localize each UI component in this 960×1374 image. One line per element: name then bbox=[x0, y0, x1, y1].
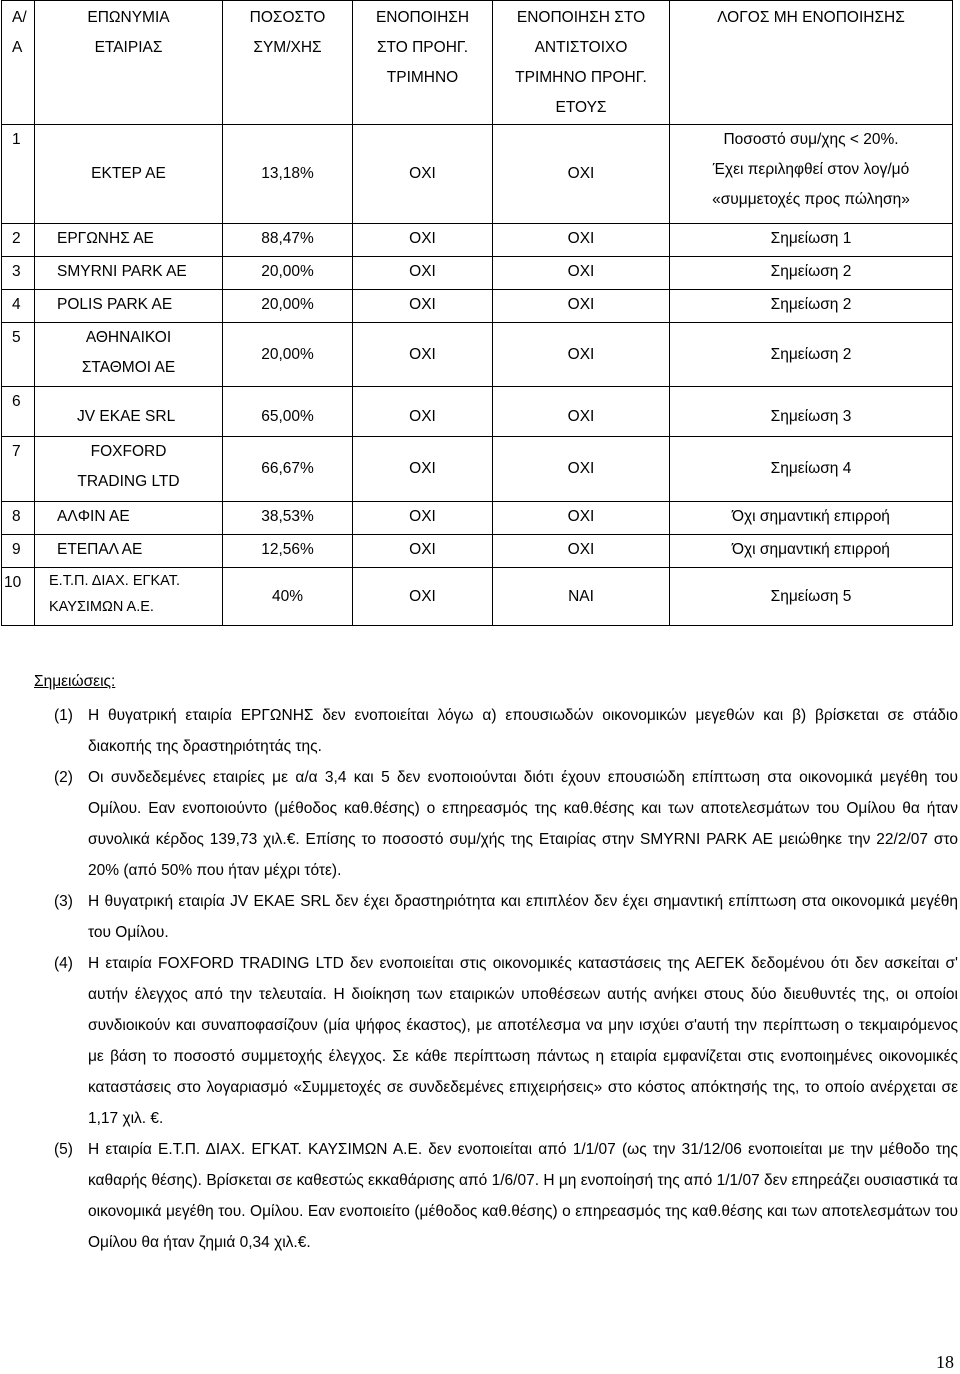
row-reason: Σημείωση 4 bbox=[670, 437, 953, 502]
row-pct: 12,56% bbox=[223, 535, 353, 568]
row-prev-quarter: ΟΧΙ bbox=[353, 224, 493, 257]
note-text: Η θυγατρική εταιρία JV EKAE SRL δεν έχει δραστηριότητα και επιπλέον δεν έχει σημαντική επίπτωση στα οικονομικά μεγέθη του Ομίλου. bbox=[88, 893, 958, 941]
table-row bbox=[2, 437, 953, 502]
header-pct: ΠΟΣΟΣΤΟ ΣΥΜ/ΧΗΣ bbox=[223, 1, 353, 125]
table-row bbox=[2, 568, 953, 626]
row-company: Ε.Τ.Π. ΔΙΑΧ. ΕΓΚΑΤ. ΚΑΥΣΙΜΩΝ Α.Ε. bbox=[35, 568, 223, 626]
row-prev-year: ΟΧΙ bbox=[493, 290, 670, 323]
row-num: 8 bbox=[2, 502, 35, 535]
note-number: (3) bbox=[54, 893, 73, 910]
row-pct: 38,53% bbox=[223, 502, 353, 535]
note-number: (2) bbox=[54, 769, 73, 786]
row-company: POLIS PARK AE bbox=[35, 290, 223, 323]
row-prev-quarter: ΟΧΙ bbox=[353, 502, 493, 535]
note-item bbox=[34, 700, 958, 762]
row-num: 3 bbox=[2, 257, 35, 290]
subsidiaries-table bbox=[1, 0, 953, 626]
note-text: Οι συνδεδεμένες εταιρίες με α/α 3,4 και 5 δεν ενοποιούνται διότι έχουν επουσιώδη επίπτωση στα οικονομικά μεγέθη του Ομίλου. Εαν ενοποιούντο (μέθοδος καθ.θέσης) ο επηρεασμός της καθ.θέσης και των αποτελεσμάτων του Ομίλου θα ήταν συνολικά κέρδος 139,73 χιλ.€. Επίσης το ποσοστό συμ/χής της Εταιρίας στην SMYRNI PARK AE μειώθηκε την 22/2/07 στο 20% (από 50% που ήταν μέχρι τότε). bbox=[88, 769, 958, 879]
row-prev-quarter: ΟΧΙ bbox=[353, 125, 493, 224]
row-company: SMYRNI PARK AE bbox=[35, 257, 223, 290]
row-prev-quarter: ΟΧΙ bbox=[353, 323, 493, 387]
row-pct: 20,00% bbox=[223, 257, 353, 290]
row-company: ΕΚΤΕΡ ΑΕ bbox=[35, 125, 223, 224]
row-company: ΑΛΦΙΝ ΑΕ bbox=[35, 502, 223, 535]
table-row bbox=[2, 125, 953, 224]
note-item bbox=[34, 762, 958, 886]
row-pct: 40% bbox=[223, 568, 353, 626]
row-prev-year: ΝΑΙ bbox=[493, 568, 670, 626]
header-prev-year: ΕΝΟΠΟΙΗΣΗ ΣΤΟ ΑΝΤΙΣΤΟΙΧΟ ΤΡΙΜΗΝΟ ΠΡΟΗΓ. ΕΤΟΥΣ bbox=[493, 1, 670, 125]
row-reason: Ποσοστό συμ/χης < 20%. Έχει περιληφθεί στον λογ/μό «συμμετοχές προς πώληση» bbox=[670, 125, 953, 224]
row-reason: Σημείωση 5 bbox=[670, 568, 953, 626]
row-prev-quarter: ΟΧΙ bbox=[353, 535, 493, 568]
note-item bbox=[34, 886, 958, 948]
row-prev-quarter: ΟΧΙ bbox=[353, 257, 493, 290]
row-prev-year: ΟΧΙ bbox=[493, 323, 670, 387]
row-reason: Σημείωση 2 bbox=[670, 323, 953, 387]
row-reason: Όχι σημαντική επιρροή bbox=[670, 502, 953, 535]
row-prev-year: ΟΧΙ bbox=[493, 437, 670, 502]
header-reason: ΛΟΓΟΣ ΜΗ ΕΝΟΠΟΙΗΣΗΣ bbox=[670, 1, 953, 125]
row-prev-year: ΟΧΙ bbox=[493, 224, 670, 257]
row-num: 10 bbox=[2, 568, 35, 626]
row-prev-year: ΟΧΙ bbox=[493, 257, 670, 290]
row-prev-year: ΟΧΙ bbox=[493, 502, 670, 535]
table-row bbox=[2, 387, 953, 437]
row-pct: 20,00% bbox=[223, 290, 353, 323]
note-item bbox=[34, 1134, 958, 1258]
row-prev-year: ΟΧΙ bbox=[493, 535, 670, 568]
notes-title: Σημειώσεις: bbox=[34, 673, 116, 690]
note-number: (5) bbox=[54, 1141, 73, 1158]
row-num: 1 bbox=[2, 125, 35, 224]
header-num: Α/ Α bbox=[2, 1, 35, 125]
row-prev-quarter: ΟΧΙ bbox=[353, 290, 493, 323]
table-row bbox=[2, 502, 953, 535]
row-prev-year: ΟΧΙ bbox=[493, 387, 670, 437]
header-prev-quarter: ΕΝΟΠΟΙΗΣΗ ΣΤΟ ΠΡΟΗΓ. ΤΡΙΜΗΝΟ bbox=[353, 1, 493, 125]
row-pct: 66,67% bbox=[223, 437, 353, 502]
note-text: Η θυγατρική εταιρία ΕΡΓΩΝΗΣ δεν ενοποιείται λόγω α) επουσιωδών οικονομικών μεγεθών και β) βρίσκεται σε στάδιο διακοπής της δραστηριότητάς της. bbox=[88, 707, 958, 755]
row-company: ΕΡΓΩΝΗΣ ΑΕ bbox=[35, 224, 223, 257]
row-reason: Όχι σημαντική επιρροή bbox=[670, 535, 953, 568]
table-row bbox=[2, 535, 953, 568]
table-row bbox=[2, 224, 953, 257]
row-reason: Σημείωση 2 bbox=[670, 257, 953, 290]
row-num: 5 bbox=[2, 323, 35, 387]
table-header-row bbox=[2, 1, 953, 125]
row-prev-year: ΟΧΙ bbox=[493, 125, 670, 224]
row-pct: 13,18% bbox=[223, 125, 353, 224]
table-row bbox=[2, 290, 953, 323]
row-num: 7 bbox=[2, 437, 35, 502]
row-company: ΕΤΕΠΑΛ ΑΕ bbox=[35, 535, 223, 568]
note-text: Η εταιρία FOXFORD TRADING LTD δεν ενοποιείται στις οικονομικές καταστάσεις της ΑΕΓΕΚ δεδομένου ότι δεν ασκείται σ' αυτήν έλεγχος από την τελευταία. Η διοίκηση των εταιρικών υποθέσεων αυτής ανήκει στους δύο διευθυντές της, οι οποίοι συνδιοικούν και συναποφασίζουν (μία ψήφος έκαστος), με αποτέλεσμα να μην ισχύει σ'αυτή την περίπτωση ο τεκμαιρόμενος με βάση το ποσοστό συμμετοχής έλεγχος. Σε κάθε περίπτωση πάντως η εταιρία εμφανίζεται στις ενοποιημένες οικονομικές καταστάσεις στο λογαριασμό «Συμμετοχές σε συνδεδεμένες επιχειρήσεις» στο κόστος απόκτησής της, το οποίο ανέρχεται σε 1,17 χιλ. €. bbox=[88, 955, 958, 1127]
notes-section bbox=[34, 666, 958, 1258]
row-reason: Σημείωση 3 bbox=[670, 387, 953, 437]
row-company: FOXFORD TRADING LTD bbox=[35, 437, 223, 502]
note-number: (4) bbox=[54, 955, 73, 972]
row-prev-quarter: ΟΧΙ bbox=[353, 387, 493, 437]
row-num: 2 bbox=[2, 224, 35, 257]
note-number: (1) bbox=[54, 707, 73, 724]
row-prev-quarter: ΟΧΙ bbox=[353, 568, 493, 626]
row-num: 4 bbox=[2, 290, 35, 323]
table-row bbox=[2, 257, 953, 290]
row-prev-quarter: ΟΧΙ bbox=[353, 437, 493, 502]
row-num: 6 bbox=[2, 387, 35, 437]
row-pct: 88,47% bbox=[223, 224, 353, 257]
header-company: ΕΠΩΝΥΜΙΑ ΕΤΑΙΡΙΑΣ bbox=[35, 1, 223, 125]
note-text: Η εταιρία Ε.Τ.Π. ΔΙΑΧ. ΕΓΚΑΤ. ΚΑΥΣΙΜΩΝ Α.Ε. δεν ενοποιείται από 1/1/07 (ως την 31/12/06 ενοποιείται με την μέθοδο της καθαρής θέσης). Βρίσκεται σε καθεστώς εκκαθάρισης από 1/6/07. Η μη ενοποίησή της από 1/1/07 δεν επηρεάζει ουσιαστικά τα οικονομικά μεγέθη του. Ομίλου. Εαν ενοποιείτο (μέθοδος καθ.θέσης) ο επηρεασμός της καθ.θέσης και των αποτελεσμάτων του Ομίλου θα ήταν ζημιά 0,34 χιλ.€. bbox=[88, 1141, 958, 1251]
page-number: 18 bbox=[936, 1352, 954, 1372]
row-reason: Σημείωση 2 bbox=[670, 290, 953, 323]
row-reason: Σημείωση 1 bbox=[670, 224, 953, 257]
row-company: ΑΘΗΝΑΙΚΟΙ ΣΤΑΘΜΟΙ ΑΕ bbox=[35, 323, 223, 387]
row-pct: 65,00% bbox=[223, 387, 353, 437]
row-num: 9 bbox=[2, 535, 35, 568]
row-pct: 20,00% bbox=[223, 323, 353, 387]
table-row bbox=[2, 323, 953, 387]
note-item bbox=[34, 948, 958, 1134]
row-company: JV EKAE SRL bbox=[35, 387, 223, 437]
